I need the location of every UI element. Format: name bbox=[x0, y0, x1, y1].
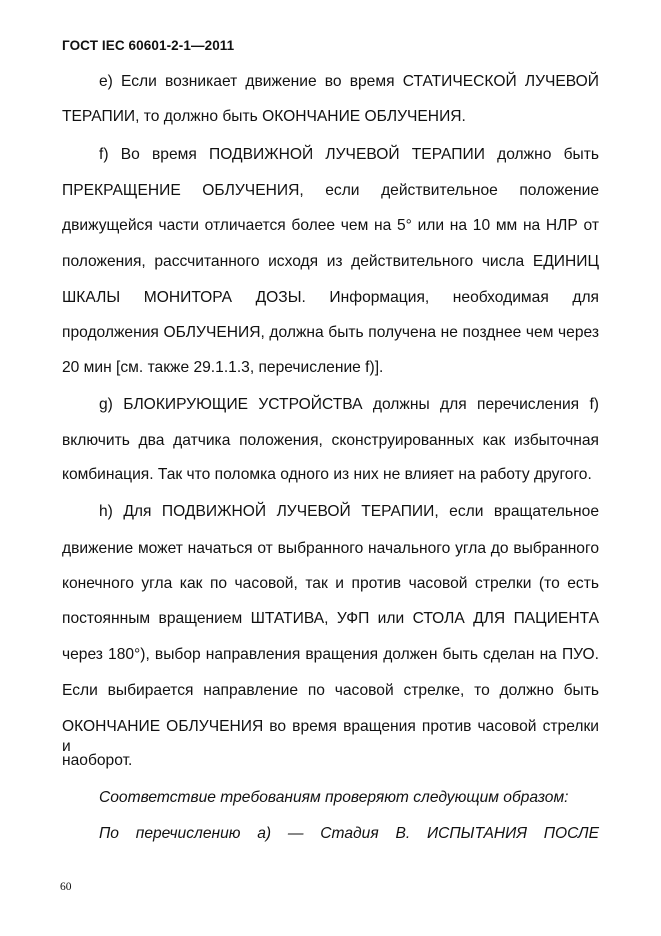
paragraph-f-line-4: положения, рассчитанного исходя из действительного числа ЕДИНИЦ bbox=[62, 253, 599, 270]
paragraph-e-line-2: ТЕРАПИИ, то должно быть ОКОНЧАНИЕ ОБЛУЧЕНИЯ. bbox=[62, 108, 466, 125]
paragraph-g-line-1: g) БЛОКИРУЮЩИЕ УСТРОЙСТВА должны для перечисления f) bbox=[99, 396, 599, 413]
paragraph-f-line-3: движущейся части отличается более чем на 5° или на 10 мм на НЛР от bbox=[62, 217, 599, 234]
paragraph-f-line-1: f) Во время ПОДВИЖНОЙ ЛУЧЕВОЙ ТЕРАПИИ должно быть bbox=[99, 146, 599, 163]
page-number: 60 bbox=[60, 881, 72, 893]
paragraph-e-line-1: e) Если возникает движение во время СТАТИЧЕСКОЙ ЛУЧЕВОЙ bbox=[99, 73, 599, 90]
paragraph-h-line-8: наоборот. bbox=[62, 752, 133, 769]
paragraph-h-line-2: движение может начаться от выбранного начального угла до выбранного bbox=[62, 540, 599, 557]
paragraph-g-line-3: комбинация. Так что поломка одного из них не влияет на работу другого. bbox=[62, 466, 592, 483]
document-header: ГОСТ IEC 60601-2-1—2011 bbox=[62, 38, 235, 53]
paragraph-h-line-1: h) Для ПОДВИЖНОЙ ЛУЧЕВОЙ ТЕРАПИИ, если вращательное bbox=[99, 503, 599, 520]
paragraph-h-line-3: конечного угла как по часовой, так и против часовой стрелки (то есть bbox=[62, 575, 599, 592]
paragraph-h-line-6: Если выбирается направление по часовой стрелке, то должно быть bbox=[62, 682, 599, 699]
paragraph-f-line-2: ПРЕКРАЩЕНИЕ ОБЛУЧЕНИЯ, если действительное положение bbox=[62, 182, 599, 199]
compliance-item-a: По перечислению а) — Стадия В. ИСПЫТАНИЯ ПОСЛЕ bbox=[99, 825, 599, 842]
paragraph-h-line-5: через 180°), выбор направления вращения должен быть сделан на ПУО. bbox=[62, 646, 599, 663]
paragraph-h-line-7: ОКОНЧАНИЕ ОБЛУЧЕНИЯ во время вращения против часовой стрелки и bbox=[62, 718, 599, 755]
paragraph-f-line-7: 20 мин [см. также 29.1.1.3, перечисление f)]. bbox=[62, 359, 384, 376]
paragraph-f-line-6: продолжения ОБЛУЧЕНИЯ, должна быть получена не позднее чем через bbox=[62, 324, 599, 341]
paragraph-f-line-5: ШКАЛЫ МОНИТОРА ДОЗЫ. Информация, необходимая для bbox=[62, 289, 599, 306]
paragraph-h-line-4: постоянным вращением ШТАТИВА, УФП или СТОЛА ДЛЯ ПАЦИЕНТА bbox=[62, 610, 599, 627]
compliance-heading: Соответствие требованиям проверяют следующим образом: bbox=[99, 789, 569, 806]
paragraph-g-line-2: включить два датчика положения, сконструированных как избыточная bbox=[62, 432, 599, 449]
